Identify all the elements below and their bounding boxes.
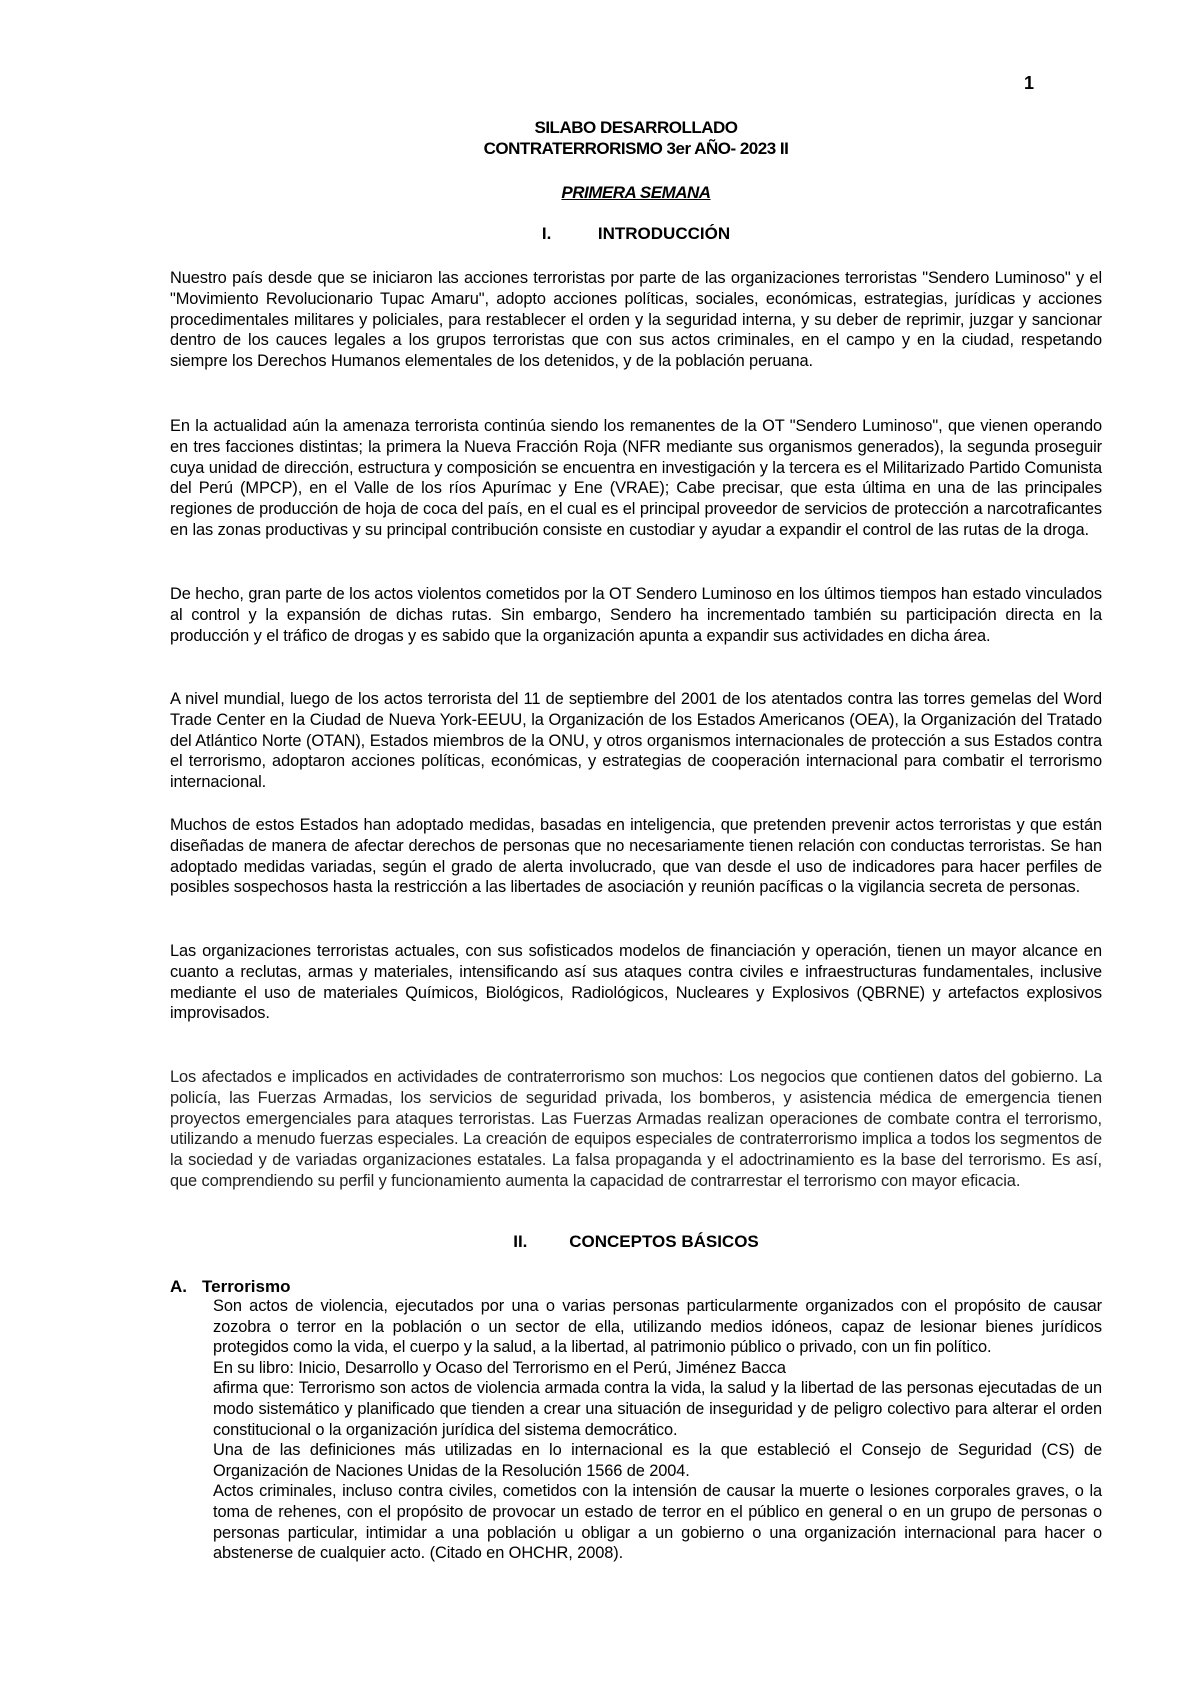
paragraph-6: Las organizaciones terroristas actuales, con sus sofisticados modelos de financiación y operación, tienen un mayor alcance en cuanto a reclutas, armas y materiales, intensificando así sus ataques contra civiles e infraestructuras fundamentales, inclusive mediante el uso de materiales Químicos, Biológicos, Radiológicos, Nucleares y Explosivos (QBRNE) y artefactos explosivos improvisados. [170,942,1102,1023]
subsection-heading-terrorismo [170,1277,291,1297]
paragraph-1: Nuestro país desde que se iniciaron las acciones terroristas por parte de las organizaciones terroristas "Sendero Luminoso" y el "Movimiento Revolucionario Tupac Amaru", adopto acciones políticas, sociales, económicas, estrategias, jurídicas y acciones procedimentales militares y policiales, para restablecer el orden y la seguridad interna, y su deber de reprimir, juzgar y sancionar dentro de los cauces legales a los grupos terroristas que con sus actos criminales, en el campo y en la ciudad, respetando siempre los Derechos Humanos elementales de los detenidos, y de la población peruana. [170,269,1102,371]
section-title: CONCEPTOS BÁSICOS [569,1232,759,1251]
section-number: II. [513,1232,528,1251]
paragraph-5: Muchos de estos Estados han adoptado medidas, basadas en inteligencia, que pretenden prevenir actos terroristas y que están diseñadas de manera de afectar derechos de personas que no necesariamente tienen relación con conductas terroristas. Se han adoptado medidas variadas, según el grado de alerta involucrado, que van desde el uso de indicadores para hacer perfiles de posibles sospechosos hasta la restricción a las libertades de asociación y reunión pacíficas o la vigilancia secreta de personas. [170,816,1102,897]
title-line-1: SILABO DESARROLLADO [534,118,738,137]
definition-text: Una de las definiciones más utilizadas en lo internacional es la que estableció el Consejo de Seguridad (CS) de Organización de Naciones Unidas de la Resolución 1566 de 2004. [213,1441,1102,1480]
paragraph-4: A nivel mundial, luego de los actos terrorista del 11 de septiembre del 2001 de los atentados contra las torres gemelas del Word Trade Center en la Ciudad de Nueva York-EEUU, la Organización de los Estados Americanos (OEA), la Organización del Tratado del Atlántico Norte (OTAN), Estados miembros de la ONU, y otros organismos internacionales de protección a sus Estados contra el terrorismo, adoptaron acciones políticas, económicas, y estrategias de cooperación internacional para combatir el terrorismo internacional. [170,690,1102,792]
section-number: I. [541,224,552,243]
definition-text: Son actos de violencia, ejecutados por una o varias personas particularmente organizados con el propósito de causar zozobra o terror en la población o un sector de ella, utilizando medios idóneos, capaz de lesionar bienes jurídicos protegidos como la vida, el cuerpo y la salud, a la libertad, al patrimonio público o privado, con un fin político. [213,1297,1102,1357]
definition-text: afirma que: Terrorismo son actos de violencia armada contra la vida, la salud y la libertad de las personas ejecutadas de un modo sistemático y planificado que tienden a crear una situación de inseguridad y de peligro colectivo para alterar el orden constitucional o la organización jurídica del sistema democrático. [213,1379,1102,1439]
paragraph-3: De hecho, gran parte de los actos violentos cometidos por la OT Sendero Luminoso en los últimos tiempos han estado vinculados al control y la expansión de dichas rutas. Sin embargo, Sendero ha incrementado también su participación directa en la producción y el tráfico de drogas y es sabido que la organización apunta a expandir sus actividades en dicha área. [170,585,1102,645]
definition-text: En su libro: Inicio, Desarrollo y Ocaso del Terrorismo en el Perú, Jiménez Bacca [213,1358,786,1377]
paragraph-2: En la actualidad aún la amenaza terrorista continúa siendo los remanentes de la OT "Sendero Luminoso", que vienen operando en tres facciones distintas; la primera la Nueva Fracción Roja (NFR mediante sus organismos generados), la segunda proseguir cuya unidad de dirección, estructura y composición se encuentra en investigación y la tercera es el Militarizado Partido Comunista del Perú (MPCP), en el Valle de los ríos Apurímac y Ene (VRAE); Cabe precisar, que esta última en una de las principales regiones de producción de hoja de coca del país, en el cual es el principal proveedor de servicios de protección a narcotraficantes en las zonas productivas y su principal contribución consiste en custodiar y ayudar a expandir el control de las rutas de la droga. [170,417,1102,539]
paragraph-7: Los afectados e implicados en actividades de contraterrorismo son muchos: Los negocios que contienen datos del gobierno. La policía, las Fuerzas Armadas, los servicios de seguridad privada, los bomberos, y asistencia médica de emergencia tienen proyectos emergenciales para ataques terroristas. Las Fuerzas Armadas realizan operaciones de combate contra el terrorismo, utilizando a menudo fuerzas especiales. La creación de equipos especiales de contraterrorismo implica a todos los segmentos de la sociedad y de variadas organizaciones estatales. La falsa propaganda y el adoctrinamiento es la base del terrorismo. Es así, que comprendiendo su perfil y funcionamiento aumenta la capacidad de contrarrestar el terrorismo con mayor eficacia. [170,1068,1102,1190]
subsection-letter: A. [170,1277,187,1296]
section-heading-conceptos [170,1232,1102,1252]
week-label: PRIMERA SEMANA [561,183,711,202]
definition-block [213,1296,1102,1564]
section-heading-introduccion [170,224,1102,244]
page-number: 1 [1024,73,1035,93]
title-line-2: CONTRATERRORISMO 3er AÑO- 2023 II [483,139,789,158]
section-title: INTRODUCCIÓN [597,224,731,243]
definition-text: Actos criminales, incluso contra civiles, cometidos con la intensión de causar la muerte o lesiones corporales graves, o la toma de rehenes, con el propósito de provocar un estado de terror en el público en general o en un grupo de personas o personas particular, intimidar a una población u obligar a un gobierno o una organización internacional para hacer o abstenerse de cualquier acto. (Citado en OHCHR, 2008). [213,1482,1102,1563]
document-title [170,117,1102,159]
subsection-title: Terrorismo [202,1277,291,1296]
